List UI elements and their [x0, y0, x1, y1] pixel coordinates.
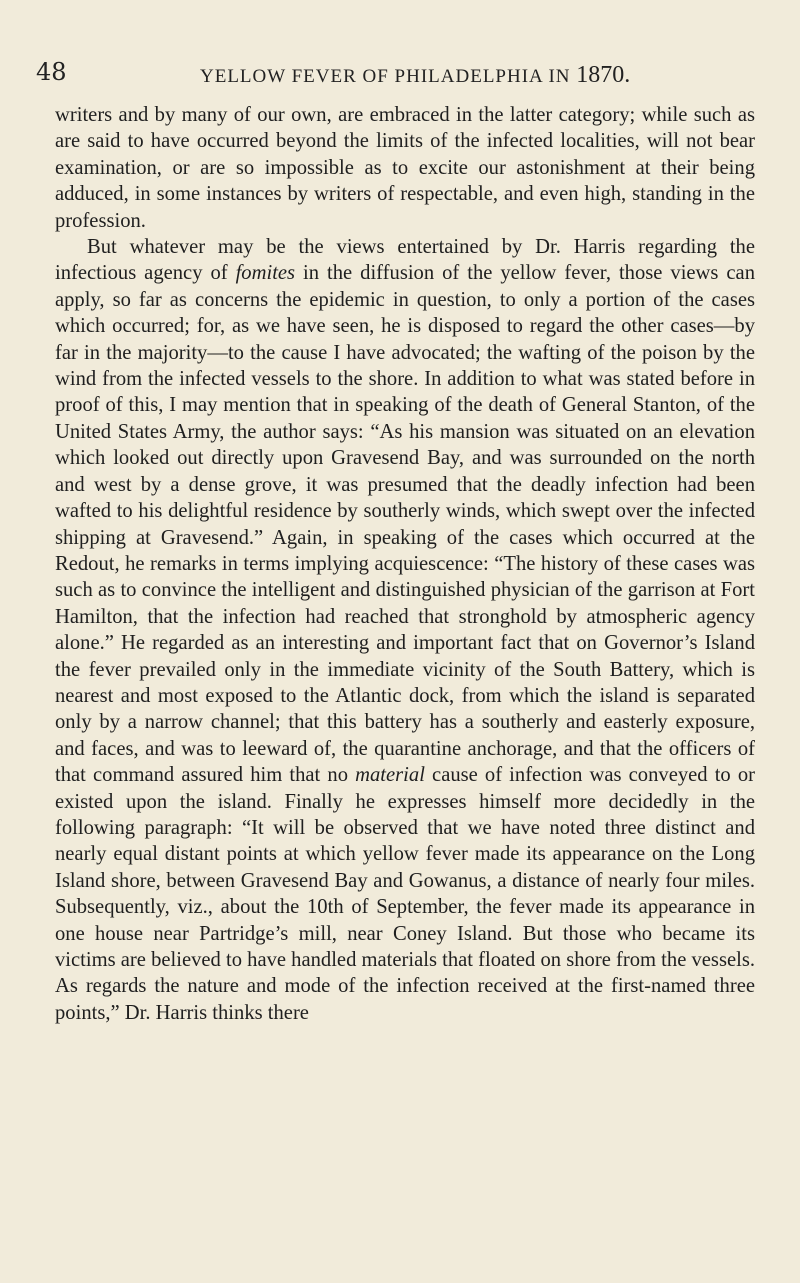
emphasis-fomites: fomites: [235, 262, 296, 285]
paragraph-2: [55, 234, 755, 1026]
running-head-year: 1870.: [576, 62, 631, 88]
page-number: 48: [36, 58, 67, 86]
running-head-title: YELLOW FEVER OF PHILADELPHIA IN: [200, 66, 571, 87]
paragraph-2-text-a: But whatever may be the views entertained by Dr. Harris regarding the infectious agency of: [55, 236, 755, 285]
emphasis-material: material: [355, 764, 425, 787]
paragraph-2-text-c: cause of infection was conveyed to or existed upon the island. Finally he expresses himself more decidedly in the following paragraph: “It will be observed that we have noted three distinct and nearly equal distant points at which yellow fever made its appearance on the Long Island shore, between Gravesend Bay and Gowanus, a distance of nearly four miles. Subsequently, viz., about the 10th of September, the fever made its appearance in one house near Partridge’s mill, near Coney Island. But those who became its victims are believed to have handled materials that floated on shore from the vessels. As regards the nature and mode of the infection received at the first-named three points,” Dr. Harris thinks there: [55, 764, 755, 1024]
paragraph-1-text: writers and by many of our own, are embraced in the latter category; while such as are said to have occurred beyond the limits of the infected localities, will not bear examination, or are so impossible as to excite our astonishment at their being adduced, in some instances by writers of respectable, and even high, standing in the profession.: [55, 104, 755, 232]
body-text: [55, 102, 755, 1026]
paragraph-2-text-b: in the diffusion of the yellow fever, those views can apply, so far as concerns the epidemic in question, to only a portion of the cases which occurred; for, as we have seen, he is disposed to regard the other cases—by far in the majority—to the cause I have advocated; the wafting of the poison by the wind from the infected vessels to the shore. In addition to what was stated before in proof of this, I may mention that in speaking of the death of General Stanton, of the United States Army, the author says: “As his mansion was situated on an elevation which looked out directly upon Gravesend Bay, and was surrounded on the north and west by a dense grove, it was presumed that the deadly infection had been wafted to his delightful residence by southerly winds, which swept over the infected shipping at Gravesend.” Again, in speaking of the cases which occurred at the Redout, he remarks in terms implying acquiescence: “The history of these cases was such as to convince the intelligent and distinguished physician of the garrison at Fort Hamilton, that the infection had reached that stronghold by atmospheric agency alone.” He regarded as an interesting and important fact that on Governor’s Island the fever prevailed only in the immediate vicinity of the South Battery, which is nearest and most exposed to the Atlantic dock, from which the island is separated only by a narrow channel; that this battery has a southerly and easterly exposure, and faces, and was to leeward of, the quarantine anchorage, and that the officers of that command assured him that no: [55, 262, 755, 787]
paragraph-1: [55, 102, 755, 234]
running-head: [200, 62, 700, 89]
